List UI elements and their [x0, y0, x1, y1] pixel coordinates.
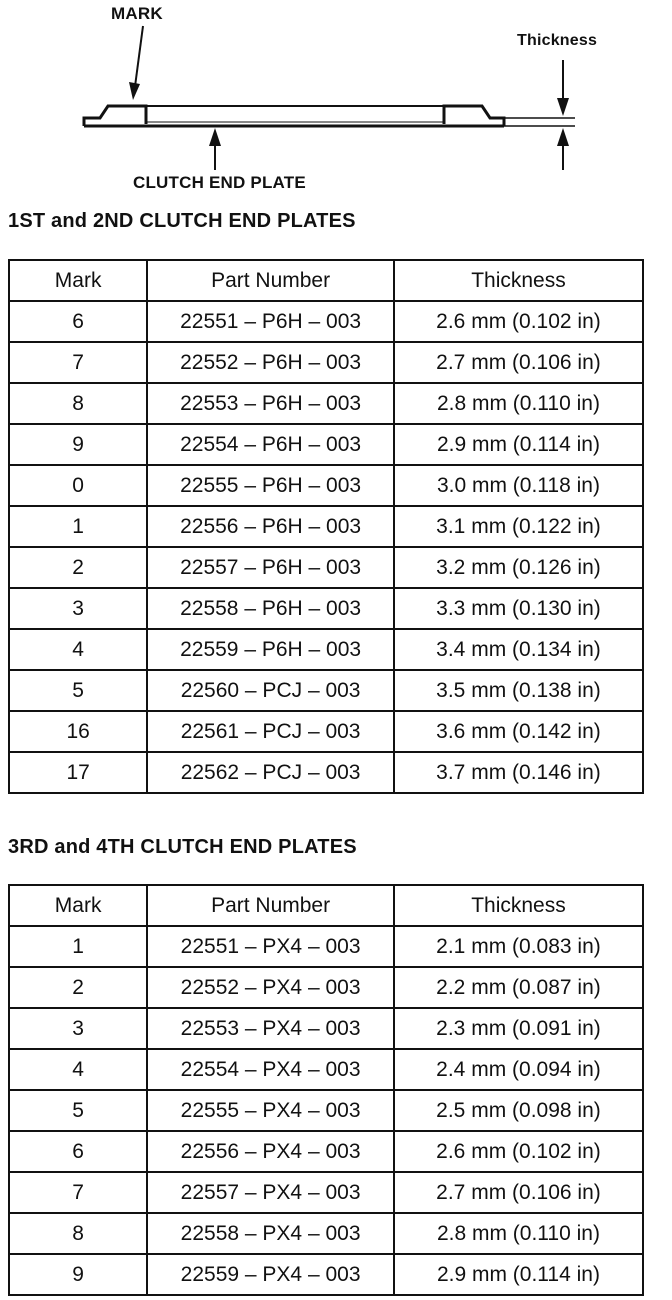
table-row	[9, 506, 643, 547]
cell-thickness: 2.6 mm (0.102 in)	[394, 1131, 643, 1172]
clutch-plates-table-3rd-4th	[8, 884, 644, 1296]
plate-cross-section-drawing	[0, 0, 672, 200]
cell-thickness: 2.4 mm (0.094 in)	[394, 1049, 643, 1090]
clutch-end-plate-label: CLUTCH END PLATE	[133, 173, 306, 192]
table-row	[9, 629, 643, 670]
table-body	[9, 301, 643, 793]
header-thickness: Thickness	[394, 260, 643, 301]
cell-part-number: 22559 – P6H – 003	[147, 629, 394, 670]
cell-part-number: 22553 – PX4 – 003	[147, 1008, 394, 1049]
cell-part-number: 22561 – PCJ – 003	[147, 711, 394, 752]
clutch-end-plate-diagram	[0, 0, 672, 200]
cell-mark: 8	[9, 383, 147, 424]
cell-part-number: 22554 – P6H – 003	[147, 424, 394, 465]
thickness-label: Thickness	[517, 32, 598, 49]
cell-thickness: 2.6 mm (0.102 in)	[394, 301, 643, 342]
table-row	[9, 342, 643, 383]
cell-thickness: 2.5 mm (0.098 in)	[394, 1090, 643, 1131]
cell-mark: 4	[9, 1049, 147, 1090]
cell-mark: 9	[9, 1254, 147, 1295]
cell-mark: 7	[9, 1172, 147, 1213]
cell-mark: 5	[9, 670, 147, 711]
cell-mark: 5	[9, 1090, 147, 1131]
table-row	[9, 383, 643, 424]
cell-part-number: 22551 – PX4 – 003	[147, 926, 394, 967]
table-row	[9, 926, 643, 967]
cell-mark: 17	[9, 752, 147, 793]
table-row	[9, 1090, 643, 1131]
table-row	[9, 967, 643, 1008]
cell-mark: 6	[9, 301, 147, 342]
cell-thickness: 2.9 mm (0.114 in)	[394, 1254, 643, 1295]
table-row	[9, 1172, 643, 1213]
table-row	[9, 301, 643, 342]
cell-mark: 16	[9, 711, 147, 752]
cell-thickness: 3.4 mm (0.134 in)	[394, 629, 643, 670]
cell-part-number: 22557 – PX4 – 003	[147, 1172, 394, 1213]
cell-thickness: 3.1 mm (0.122 in)	[394, 506, 643, 547]
table-body	[9, 926, 643, 1295]
cell-thickness: 3.6 mm (0.142 in)	[394, 711, 643, 752]
cell-thickness: 2.8 mm (0.110 in)	[394, 1213, 643, 1254]
cell-thickness: 3.7 mm (0.146 in)	[394, 752, 643, 793]
cell-part-number: 22552 – P6H – 003	[147, 342, 394, 383]
cell-mark: 9	[9, 424, 147, 465]
cell-thickness: 2.9 mm (0.114 in)	[394, 424, 643, 465]
cell-thickness: 2.7 mm (0.106 in)	[394, 1172, 643, 1213]
cell-thickness: 3.5 mm (0.138 in)	[394, 670, 643, 711]
section-title-1st-2nd: 1ST and 2ND CLUTCH END PLATES	[8, 210, 356, 232]
cell-thickness: 3.3 mm (0.130 in)	[394, 588, 643, 629]
cell-mark: 3	[9, 1008, 147, 1049]
cell-thickness: 2.3 mm (0.091 in)	[394, 1008, 643, 1049]
table-row	[9, 1254, 643, 1295]
section-title-3rd-4th: 3RD and 4TH CLUTCH END PLATES	[8, 836, 357, 858]
table-header-row	[9, 260, 643, 301]
header-part-number: Part Number	[147, 885, 394, 926]
mark-label: MARK	[111, 4, 163, 23]
header-part-number: Part Number	[147, 260, 394, 301]
table-row	[9, 711, 643, 752]
cell-part-number: 22555 – PX4 – 003	[147, 1090, 394, 1131]
cell-mark: 0	[9, 465, 147, 506]
cell-part-number: 22556 – PX4 – 003	[147, 1131, 394, 1172]
table-row	[9, 465, 643, 506]
cell-mark: 8	[9, 1213, 147, 1254]
cell-part-number: 22562 – PCJ – 003	[147, 752, 394, 793]
cell-mark: 1	[9, 926, 147, 967]
table-row	[9, 1131, 643, 1172]
cell-part-number: 22555 – P6H – 003	[147, 465, 394, 506]
cell-part-number: 22560 – PCJ – 003	[147, 670, 394, 711]
table-row	[9, 547, 643, 588]
cell-thickness: 2.2 mm (0.087 in)	[394, 967, 643, 1008]
cell-mark: 6	[9, 1131, 147, 1172]
cell-part-number: 22556 – P6H – 003	[147, 506, 394, 547]
cell-part-number: 22551 – P6H – 003	[147, 301, 394, 342]
cell-part-number: 22553 – P6H – 003	[147, 383, 394, 424]
header-mark: Mark	[9, 260, 147, 301]
cell-thickness: 3.0 mm (0.118 in)	[394, 465, 643, 506]
table-row	[9, 670, 643, 711]
cell-mark: 2	[9, 967, 147, 1008]
cell-thickness: 3.2 mm (0.126 in)	[394, 547, 643, 588]
cell-mark: 2	[9, 547, 147, 588]
table-row	[9, 752, 643, 793]
cell-thickness: 2.1 mm (0.083 in)	[394, 926, 643, 967]
cell-mark: 3	[9, 588, 147, 629]
header-thickness: Thickness	[394, 885, 643, 926]
header-mark: Mark	[9, 885, 147, 926]
cell-part-number: 22554 – PX4 – 003	[147, 1049, 394, 1090]
cell-mark: 4	[9, 629, 147, 670]
cell-part-number: 22559 – PX4 – 003	[147, 1254, 394, 1295]
table-row	[9, 1008, 643, 1049]
cell-mark: 7	[9, 342, 147, 383]
cell-thickness: 2.7 mm (0.106 in)	[394, 342, 643, 383]
cell-part-number: 22558 – PX4 – 003	[147, 1213, 394, 1254]
cell-mark: 1	[9, 506, 147, 547]
table-row	[9, 424, 643, 465]
cell-part-number: 22557 – P6H – 003	[147, 547, 394, 588]
clutch-plates-table-1st-2nd	[8, 259, 644, 794]
table-row	[9, 1213, 643, 1254]
cell-part-number: 22552 – PX4 – 003	[147, 967, 394, 1008]
cell-thickness: 2.8 mm (0.110 in)	[394, 383, 643, 424]
table-row	[9, 1049, 643, 1090]
cell-part-number: 22558 – P6H – 003	[147, 588, 394, 629]
table-row	[9, 588, 643, 629]
table-header-row	[9, 885, 643, 926]
